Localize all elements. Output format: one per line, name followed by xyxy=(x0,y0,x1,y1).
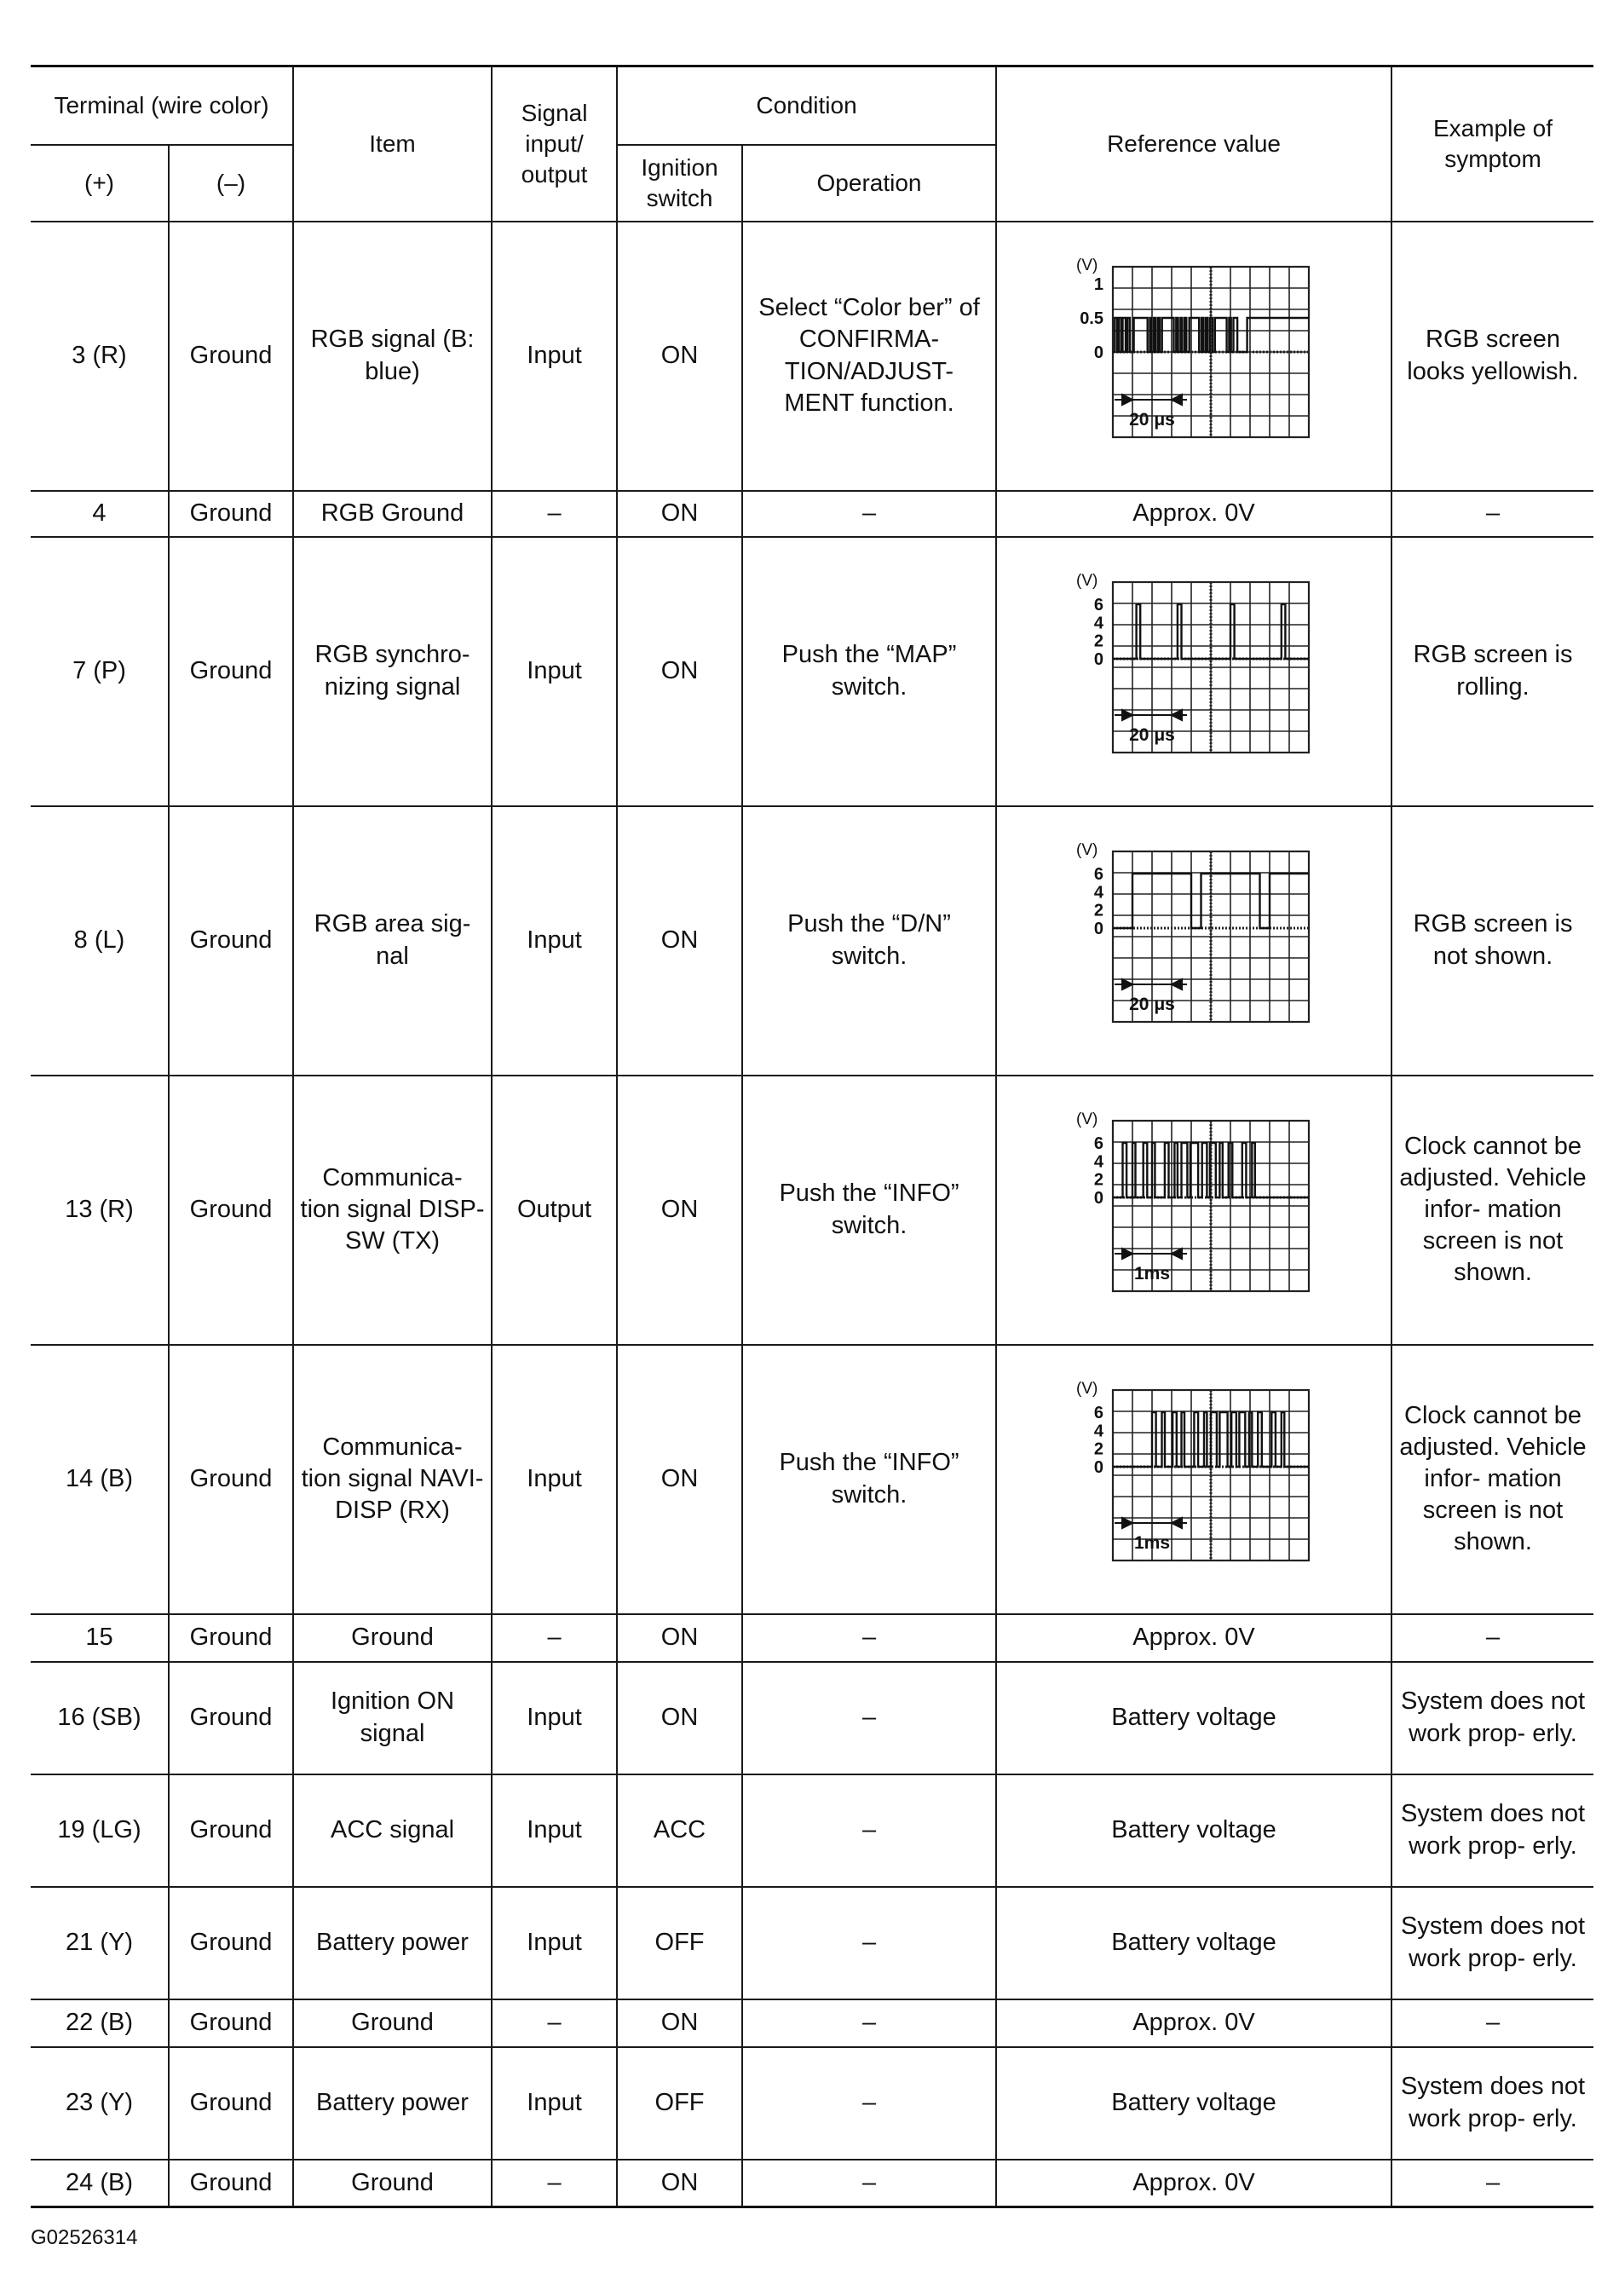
operation-cell: Select “Color ber” of CONFIRMA- TION/ADJUST- MENT function. xyxy=(742,222,996,491)
signal-cell: Output xyxy=(492,1076,617,1345)
reference-value-cell xyxy=(996,222,1391,491)
plus-cell: 22 (B) xyxy=(31,1999,169,2047)
table-row xyxy=(31,1076,1593,1345)
signal-cell: Input xyxy=(492,222,617,491)
signal-cell: – xyxy=(492,1614,617,1662)
symptom-header: Example of symptom xyxy=(1391,66,1593,222)
scope-y-tick: 2 xyxy=(1093,901,1104,920)
minus-cell: Ground xyxy=(169,1999,293,2047)
scope-unit-label: (V) xyxy=(1076,1110,1098,1128)
signal-cell: Input xyxy=(492,1662,617,1774)
item-cell: Communica- tion signal DISP-SW (TX) xyxy=(293,1076,492,1345)
oscilloscope-waveform xyxy=(1066,1104,1322,1317)
operation-cell: – xyxy=(742,1614,996,1662)
operation-cell: Push the “INFO” switch. xyxy=(742,1345,996,1614)
scope-y-tick: 0 xyxy=(1093,343,1104,362)
scope-y-tick: 6 xyxy=(1093,864,1104,884)
operation-cell: – xyxy=(742,491,996,537)
symptom-cell: RGB screen is not shown. xyxy=(1391,806,1593,1076)
symptom-cell: – xyxy=(1391,1614,1593,1662)
item-cell: ACC signal xyxy=(293,1774,492,1887)
plus-cell: 13 (R) xyxy=(31,1076,169,1345)
ignition-cell: ON xyxy=(617,491,742,537)
scope-y-tick: 0 xyxy=(1093,649,1104,669)
ignition-cell: ON xyxy=(617,806,742,1076)
operation-cell: – xyxy=(742,1774,996,1887)
plus-cell: 8 (L) xyxy=(31,806,169,1076)
table-row xyxy=(31,222,1593,491)
signal-cell: Input xyxy=(492,537,617,806)
ignition-cell: ON xyxy=(617,222,742,491)
item-cell: Ground xyxy=(293,1999,492,2047)
minus-cell: Ground xyxy=(169,1662,293,1774)
item-cell: Battery power xyxy=(293,1887,492,1999)
scope-y-tick: 6 xyxy=(1093,1134,1104,1153)
minus-cell: Ground xyxy=(169,1774,293,1887)
scope-y-tick: 2 xyxy=(1093,632,1104,651)
symptom-cell: System does not work prop- erly. xyxy=(1391,1774,1593,1887)
plus-cell: 7 (P) xyxy=(31,537,169,806)
symptom-cell: – xyxy=(1391,2160,1593,2207)
condition-header: Condition xyxy=(617,66,996,145)
reference-header: Reference value xyxy=(996,66,1391,222)
operation-cell: – xyxy=(742,1999,996,2047)
table-row xyxy=(31,1887,1593,1999)
scope-y-tick: 1 xyxy=(1093,274,1104,294)
item-cell: Ground xyxy=(293,2160,492,2207)
signal-cell: Input xyxy=(492,806,617,1076)
symptom-cell: – xyxy=(1391,491,1593,537)
time-scale-arrows xyxy=(1115,979,1187,989)
plus-cell: 21 (Y) xyxy=(31,1887,169,1999)
time-scale-arrows xyxy=(1115,710,1187,720)
reference-value-cell xyxy=(996,1345,1391,1614)
minus-cell: Ground xyxy=(169,2160,293,2207)
operation-cell: – xyxy=(742,2047,996,2160)
scope-unit-label: (V) xyxy=(1076,1379,1098,1398)
item-cell: RGB synchro- nizing signal xyxy=(293,537,492,806)
scope-unit-label: (V) xyxy=(1076,256,1098,274)
reference-cell: Approx. 0V xyxy=(996,1999,1391,2047)
plus-header: (+) xyxy=(31,145,169,222)
signal-cell: Input xyxy=(492,1345,617,1614)
ignition-cell: ON xyxy=(617,1999,742,2047)
reference-cell: Battery voltage xyxy=(996,1774,1391,1887)
time-scale-label: 1ms xyxy=(1134,1532,1171,1553)
minus-cell: Ground xyxy=(169,1345,293,1614)
operation-cell: Push the “INFO” switch. xyxy=(742,1076,996,1345)
ignition-cell: ON xyxy=(617,2160,742,2207)
table-row xyxy=(31,1614,1593,1662)
minus-cell: Ground xyxy=(169,537,293,806)
minus-cell: Ground xyxy=(169,2047,293,2160)
signal-cell: Input xyxy=(492,1774,617,1887)
scope-y-tick: 0 xyxy=(1093,1188,1104,1208)
signal-cell: – xyxy=(492,1999,617,2047)
signal-trace xyxy=(1113,1412,1309,1467)
item-cell: Ground xyxy=(293,1614,492,1662)
time-scale-arrows xyxy=(1115,1249,1187,1259)
item-header: Item xyxy=(293,66,492,222)
symptom-cell: System does not work prop- erly. xyxy=(1391,1662,1593,1774)
scope-y-tick: 2 xyxy=(1093,1439,1104,1459)
signal-cell: – xyxy=(492,491,617,537)
reference-value-cell xyxy=(996,806,1391,1076)
plus-cell: 4 xyxy=(31,491,169,537)
plus-cell: 16 (SB) xyxy=(31,1662,169,1774)
minus-cell: Ground xyxy=(169,1887,293,1999)
item-cell: RGB Ground xyxy=(293,491,492,537)
symptom-cell: System does not work prop- erly. xyxy=(1391,1887,1593,1999)
item-cell: Battery power xyxy=(293,2047,492,2160)
table-row xyxy=(31,1662,1593,1774)
item-cell: Ignition ON signal xyxy=(293,1662,492,1774)
table-row xyxy=(31,1774,1593,1887)
minus-cell: Ground xyxy=(169,1614,293,1662)
time-scale-arrows xyxy=(1115,395,1187,405)
operation-header: Operation xyxy=(742,145,996,222)
operation-cell: Push the “D/N” switch. xyxy=(742,806,996,1076)
symptom-cell: Clock cannot be adjusted. Vehicle infor- mation screen is not shown. xyxy=(1391,1076,1593,1345)
terminal-header: Terminal (wire color) xyxy=(31,66,293,145)
reference-cell: Battery voltage xyxy=(996,1662,1391,1774)
scope-y-tick: 4 xyxy=(1093,1421,1104,1440)
scope-unit-label: (V) xyxy=(1076,840,1098,859)
ignition-cell: ON xyxy=(617,1662,742,1774)
plus-cell: 15 xyxy=(31,1614,169,1662)
minus-cell: Ground xyxy=(169,491,293,537)
ignition-cell: OFF xyxy=(617,1887,742,1999)
item-cell: Communica- tion signal NAVI- DISP (RX) xyxy=(293,1345,492,1614)
ignition-header: Ignition switch xyxy=(617,145,742,222)
scope-y-tick: 6 xyxy=(1093,595,1104,614)
ignition-cell: ON xyxy=(617,1614,742,1662)
scope-y-tick: 4 xyxy=(1093,1151,1104,1171)
signal-cell: Input xyxy=(492,1887,617,1999)
scope-y-tick: 2 xyxy=(1093,1170,1104,1190)
symptom-cell: – xyxy=(1391,1999,1593,2047)
oscilloscope-waveform xyxy=(1066,834,1322,1047)
reference-cell: Battery voltage xyxy=(996,2047,1391,2160)
scope-unit-label: (V) xyxy=(1076,571,1098,590)
time-scale-label: 20 μs xyxy=(1129,994,1175,1014)
terminal-spec-table xyxy=(31,65,1593,2208)
signal-cell: – xyxy=(492,2160,617,2207)
table-body xyxy=(31,222,1593,2207)
item-cell: RGB area sig- nal xyxy=(293,806,492,1076)
reference-value-cell xyxy=(996,1076,1391,1345)
scope-y-tick: 0 xyxy=(1093,919,1104,938)
plus-cell: 3 (R) xyxy=(31,222,169,491)
operation-cell: – xyxy=(742,1887,996,1999)
signal-header: Signal input/ output xyxy=(492,66,617,222)
ignition-cell: ON xyxy=(617,1345,742,1614)
table-row xyxy=(31,1999,1593,2047)
signal-cell: Input xyxy=(492,2047,617,2160)
operation-cell: Push the “MAP” switch. xyxy=(742,537,996,806)
minus-cell: Ground xyxy=(169,1076,293,1345)
plus-cell: 19 (LG) xyxy=(31,1774,169,1887)
plus-cell: 24 (B) xyxy=(31,2160,169,2207)
reference-cell: Approx. 0V xyxy=(996,1614,1391,1662)
time-scale-label: 20 μs xyxy=(1129,724,1175,745)
minus-header: (–) xyxy=(169,145,293,222)
signal-trace xyxy=(1113,1143,1309,1197)
oscilloscope-waveform xyxy=(1066,1373,1322,1586)
operation-cell: – xyxy=(742,2160,996,2207)
table-row xyxy=(31,537,1593,806)
operation-cell: – xyxy=(742,1662,996,1774)
minus-cell: Ground xyxy=(169,222,293,491)
symptom-cell: Clock cannot be adjusted. Vehicle infor- mation screen is not shown. xyxy=(1391,1345,1593,1614)
table-row xyxy=(31,1345,1593,1614)
figure-code: G02526314 xyxy=(31,2226,138,2249)
reference-cell: Battery voltage xyxy=(996,1887,1391,1999)
symptom-cell: RGB screen looks yellowish. xyxy=(1391,222,1593,491)
oscilloscope-waveform xyxy=(1066,565,1322,778)
symptom-cell: RGB screen is rolling. xyxy=(1391,537,1593,806)
minus-cell: Ground xyxy=(169,806,293,1076)
scope-y-tick: 4 xyxy=(1093,613,1104,632)
oscilloscope-waveform xyxy=(1066,250,1322,463)
reference-cell: Approx. 0V xyxy=(996,491,1391,537)
item-cell: RGB signal (B: blue) xyxy=(293,222,492,491)
reference-value-cell xyxy=(996,537,1391,806)
table-row xyxy=(31,2047,1593,2160)
table-row xyxy=(31,491,1593,537)
scope-y-tick: 4 xyxy=(1093,882,1104,902)
time-scale-label: 1ms xyxy=(1134,1263,1171,1284)
table-row xyxy=(31,806,1593,1076)
time-scale-arrows xyxy=(1115,1518,1187,1528)
plus-cell: 23 (Y) xyxy=(31,2047,169,2160)
symptom-cell: System does not work prop- erly. xyxy=(1391,2047,1593,2160)
ignition-cell: OFF xyxy=(617,2047,742,2160)
ignition-cell: ON xyxy=(617,537,742,806)
ignition-cell: ACC xyxy=(617,1774,742,1887)
scope-y-tick: 0.5 xyxy=(1080,309,1104,328)
scope-y-tick: 0 xyxy=(1093,1457,1104,1477)
plus-cell: 14 (B) xyxy=(31,1345,169,1614)
ignition-cell: ON xyxy=(617,1076,742,1345)
time-scale-label: 20 μs xyxy=(1129,409,1175,430)
scope-y-tick: 6 xyxy=(1093,1403,1104,1422)
table-row xyxy=(31,2160,1593,2207)
reference-cell: Approx. 0V xyxy=(996,2160,1391,2207)
